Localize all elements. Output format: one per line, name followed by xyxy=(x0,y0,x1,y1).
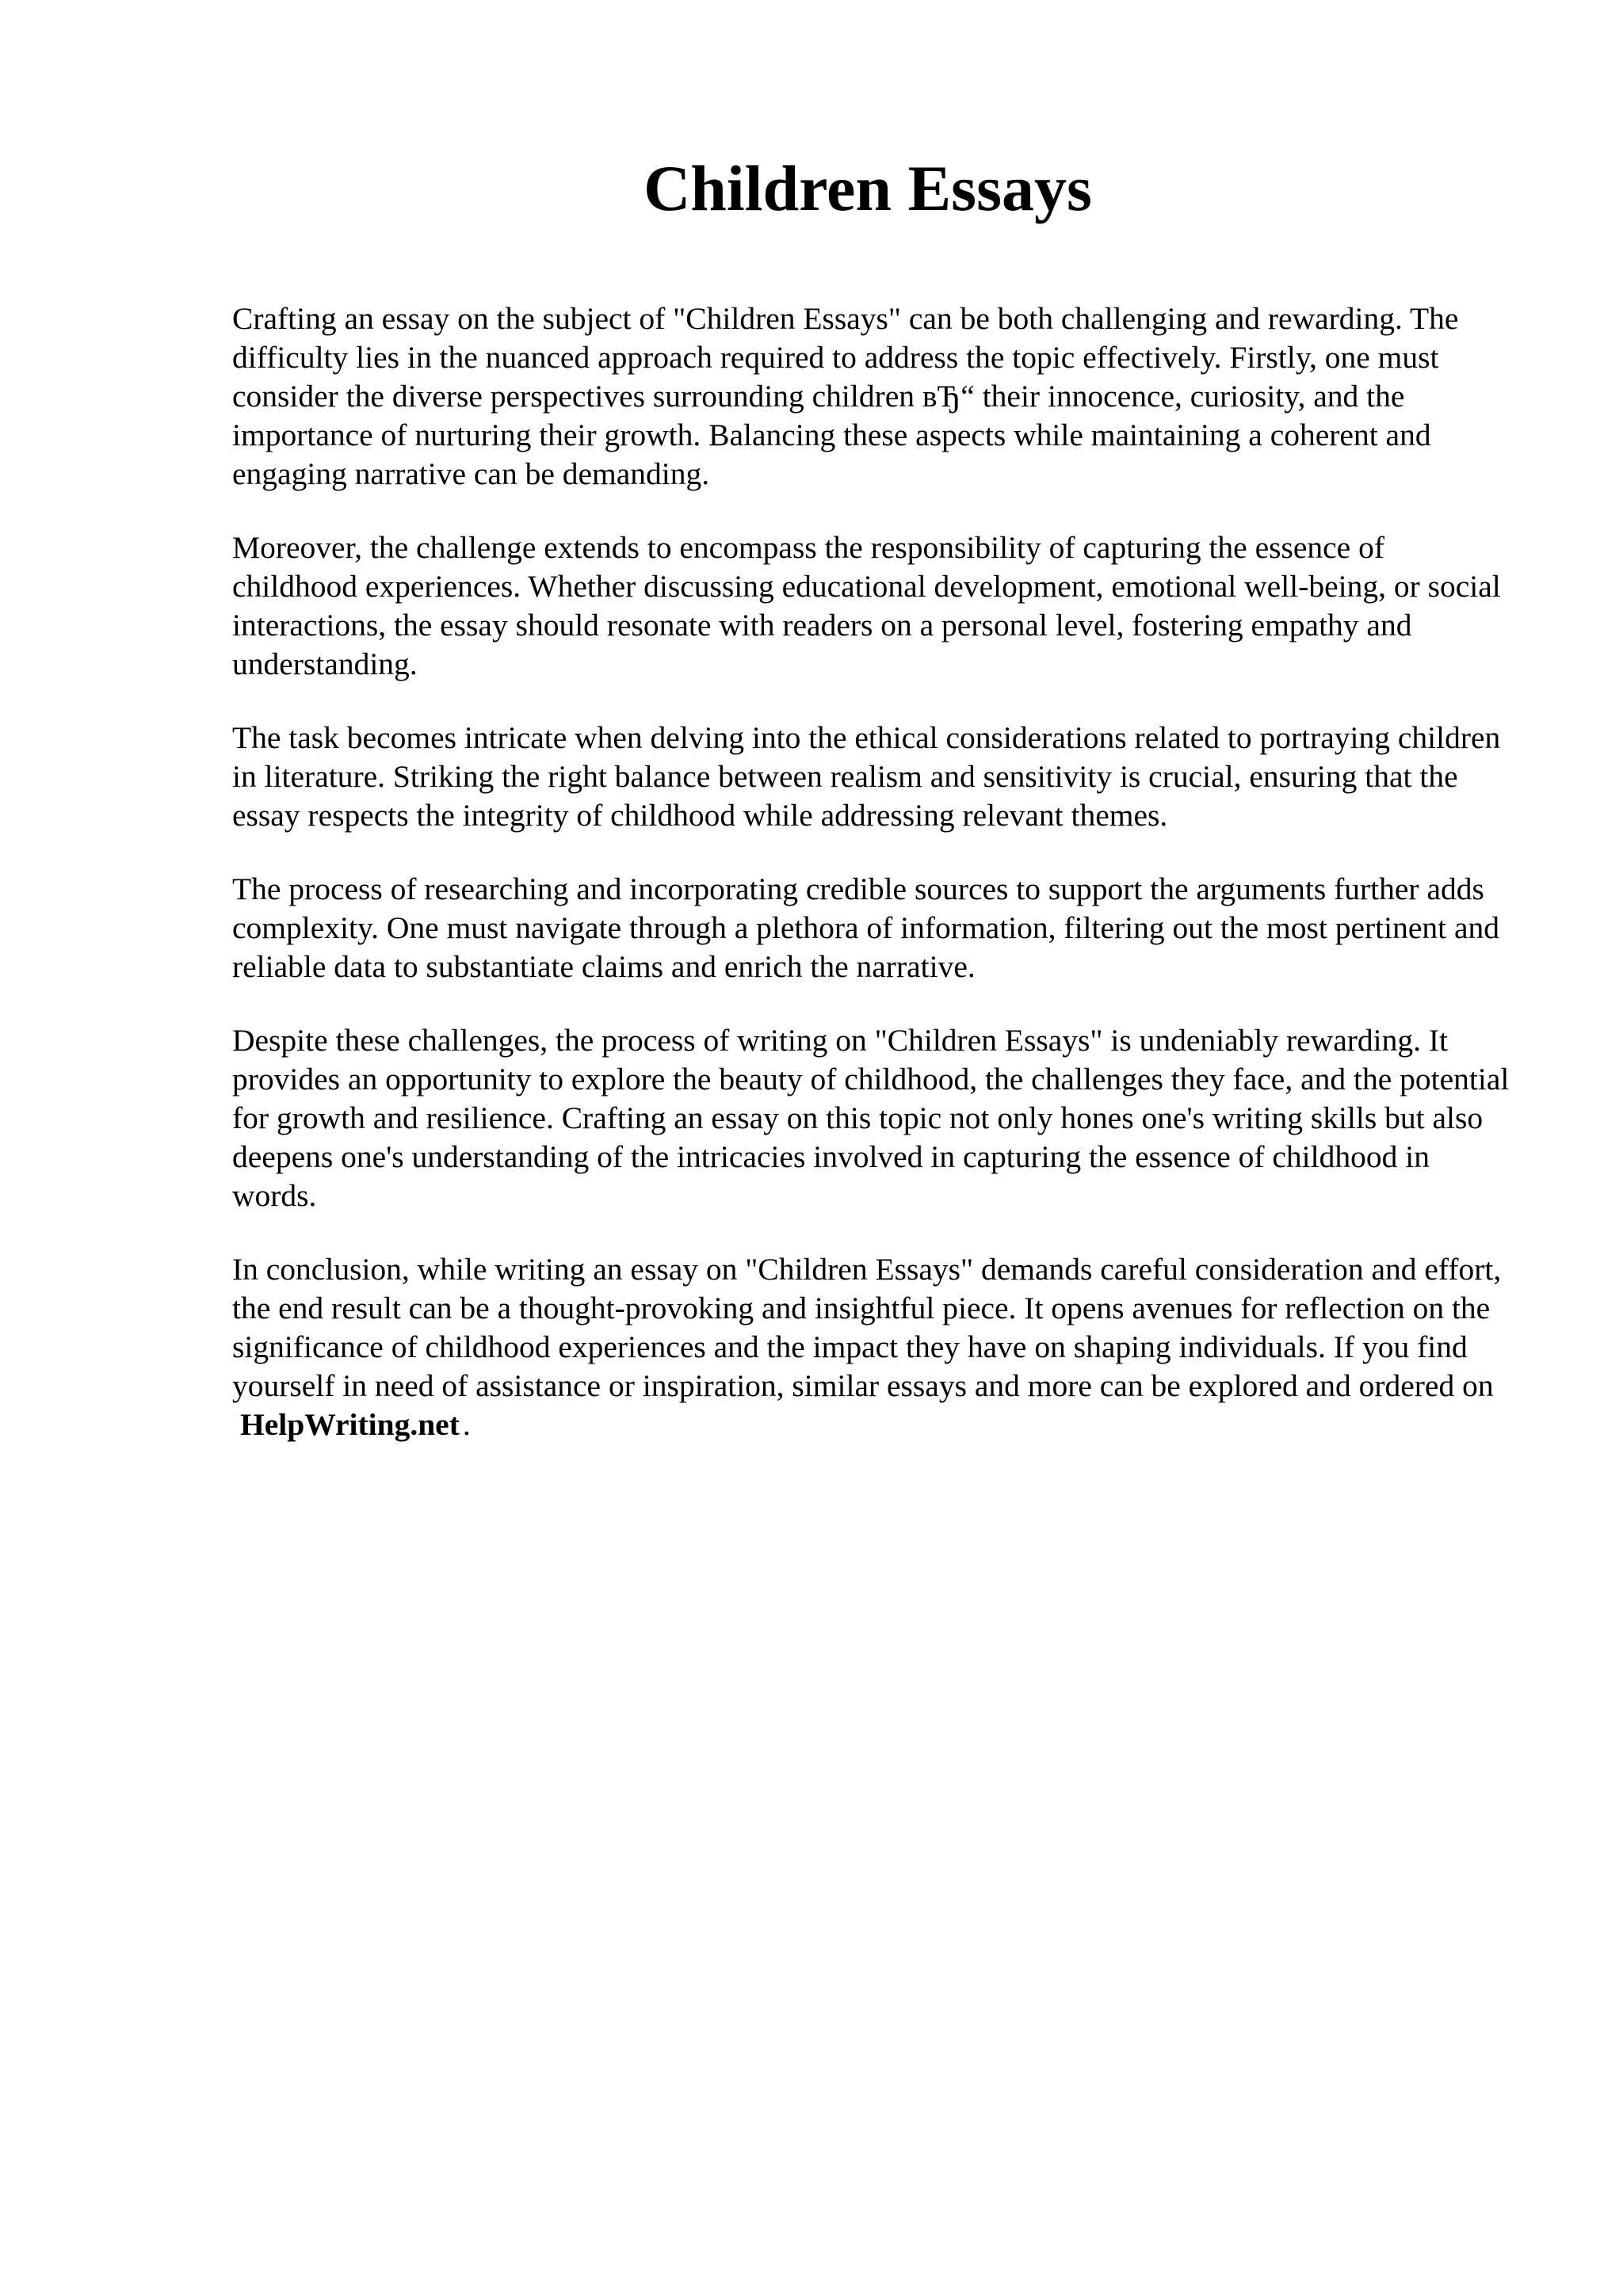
paragraph-5: Despite these challenges, the process of writing on "Children Essays" is undeniably rewarding. It provides an opportunity to explore the beauty of childhood, the challenges they face, and the potential for growth and resilience. Crafting an essay on this topic not only hones one's writing skills but also deepens one's understanding of the intricacies involved in capturing the essence of childhood in words. xyxy=(232,1023,1510,1213)
paragraph-2: Moreover, the challenge extends to encompass the responsibility of capturing the essence of childhood experiences. Whether discussing educational development, emotional well-being, or social interactions, the essay should resonate with readers on a personal level, fostering empathy and understanding. xyxy=(232,530,1501,681)
paragraph-3: The task becomes intricate when delving into the ethical considerations related to portraying children in literature. Striking the right balance between realism and sensitivity is crucial, ensuring that the essay respects the integrity of childhood while addressing relevant themes. xyxy=(232,720,1501,833)
paragraph-1: Crafting an essay on the subject of "Children Essays" can be both challenging and rewarding. The difficulty lies in the nuanced approach required to address the topic effectively. Firstly, one must consider the diverse perspectives surrounding children вЂ“ their innocence, curiosity, and the importance of nurturing their growth. Balancing these aspects while maintaining a coherent and engaging narrative can be demanding. xyxy=(232,301,1459,491)
page-title: Children Essays xyxy=(643,152,1092,224)
essay-body xyxy=(232,299,1516,1479)
helpwriting-link[interactable]: HelpWriting.net xyxy=(240,1407,460,1442)
conclusion-end: . xyxy=(462,1407,471,1442)
paragraph-4: The process of researching and incorporating credible sources to support the arguments further adds complexity. One must navigate through a plethora of information, filtering out the most pertinent and reliable data to substantiate claims and enrich the narrative. xyxy=(232,871,1499,984)
conclusion-paragraph xyxy=(232,1250,1516,1444)
conclusion-text: In conclusion, while writing an essay on "Children Essays" demands careful consideration and effort, the end result can be a thought-provoking and insightful piece. It opens avenues for reflection on the significance of childhood experiences and the impact they have on shaping individuals. If you find yourself in need of assistance or inspiration, similar essays and more can be explored and ordered on xyxy=(232,1252,1502,1403)
